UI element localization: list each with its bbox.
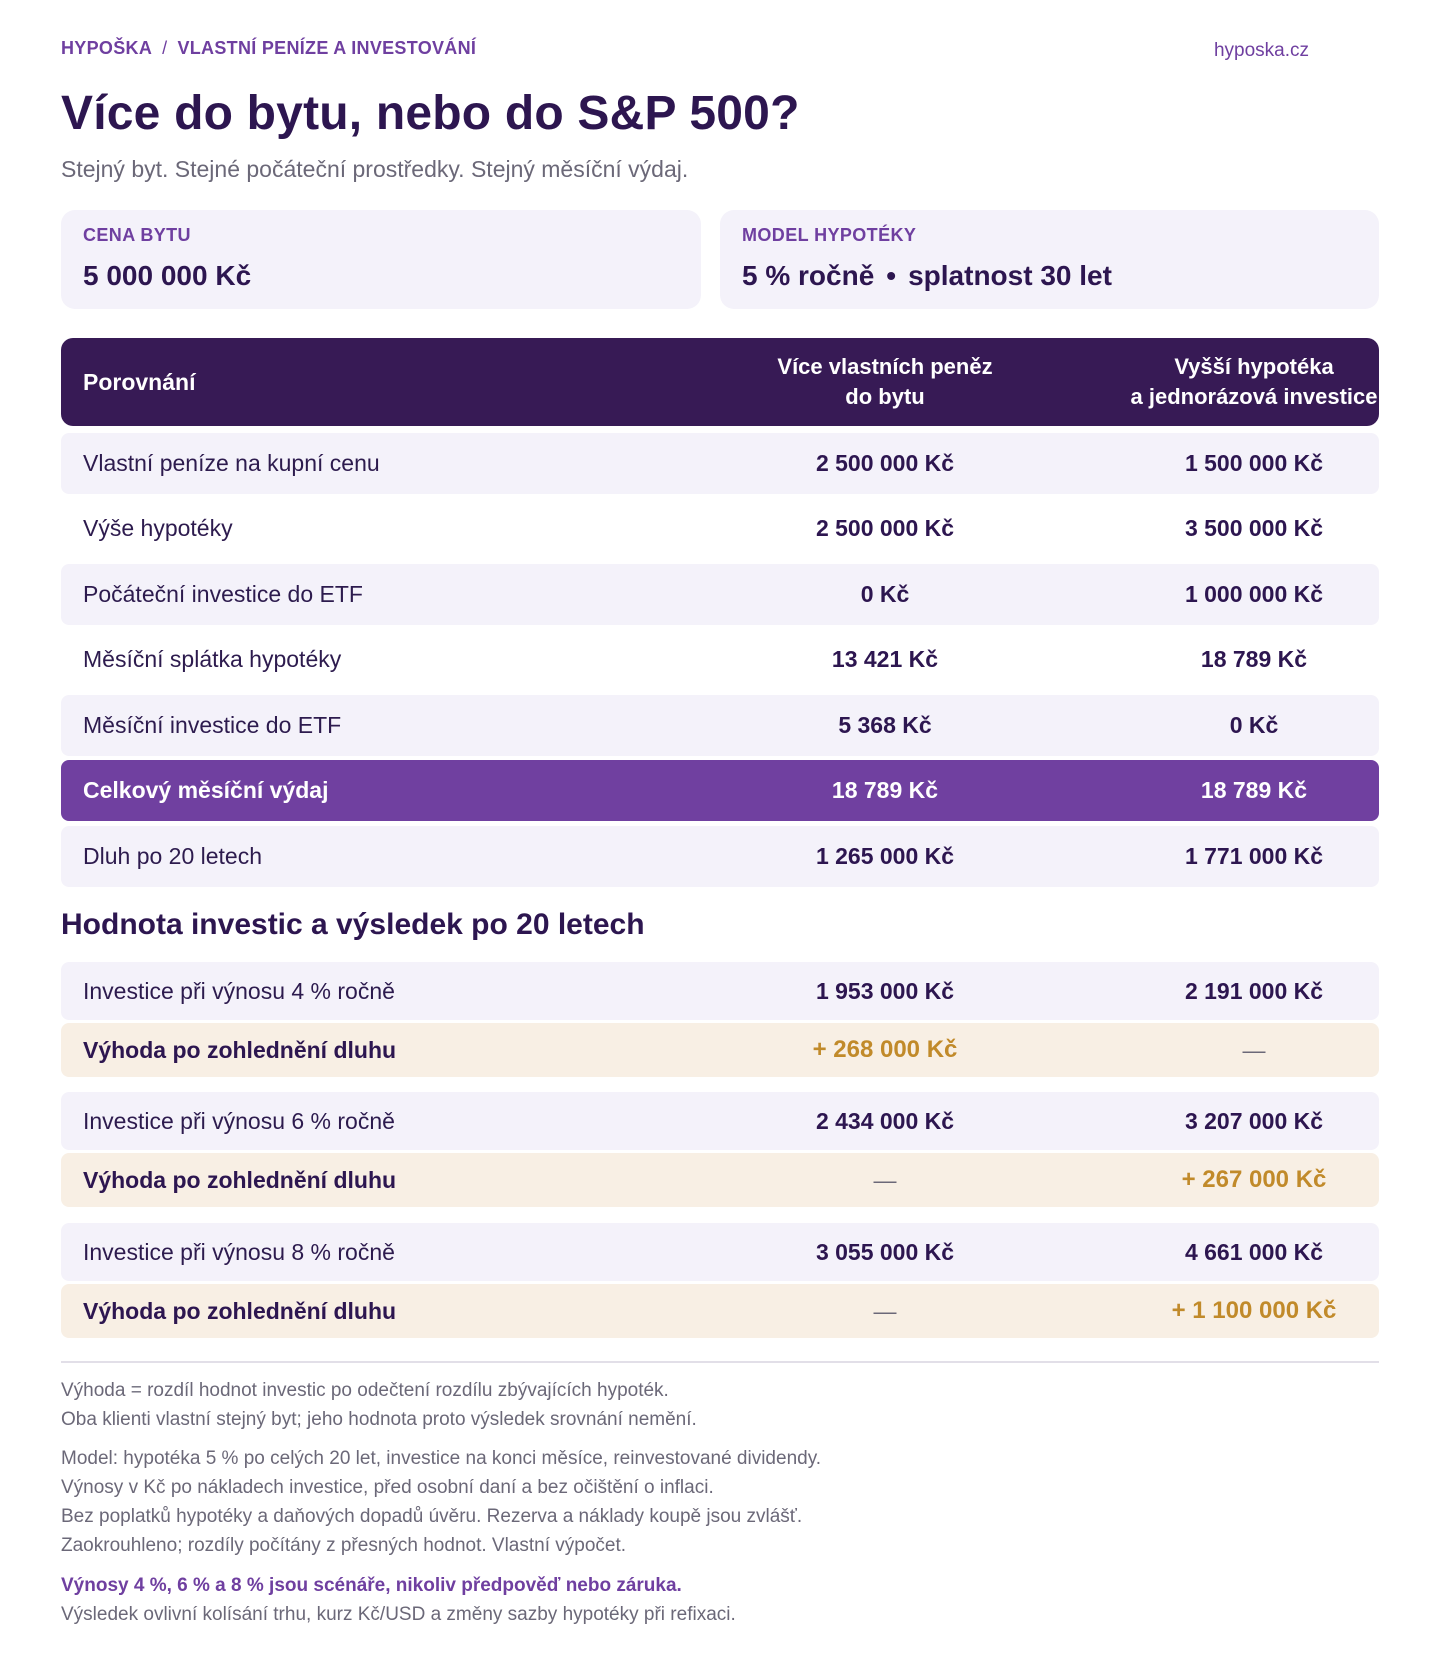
note: Model: hypotéka 5 % po celých 20 let, investice na konci měsíce, reinvestované dividendy. <box>61 1448 822 1469</box>
page-title: Více do bytu, nebo do S&P 500? <box>61 87 800 140</box>
note: Výnosy v Kč po nákladech investice, před osobní daní a bez očištění o inflaci. <box>61 1477 714 1498</box>
advantage-row <box>61 1023 1379 1077</box>
row-value-b: 1 500 000 Kč <box>1184 450 1324 476</box>
advantage-value-b: + 267 000 Kč <box>1181 1166 1327 1193</box>
advantage-value-a: — <box>873 1297 897 1324</box>
price-card-value: 5 000 000 Kč <box>83 260 252 291</box>
disclaimer-highlight: Výnosy 4 %, 6 % a 8 % jsou scénáře, nikoliv předpověď nebo záruka. <box>61 1575 682 1596</box>
row-value-b: 1 000 000 Kč <box>1184 581 1324 607</box>
advantage-value-b: + 1 100 000 Kč <box>1171 1297 1337 1324</box>
notes-block-3 <box>61 1571 1379 1629</box>
advantage-row <box>61 1153 1379 1207</box>
row-value-a: 2 434 000 Kč <box>815 1107 955 1134</box>
row-value-b: 18 789 Kč <box>1200 777 1308 803</box>
table-row <box>61 564 1379 625</box>
breadcrumb <box>61 38 476 59</box>
investment-row <box>61 962 1379 1020</box>
row-label: Měsíční investice do ETF <box>83 712 342 738</box>
note: Oba klienti vlastní stejný byt; jeho hodnota proto výsledek srovnání nemění. <box>61 1409 697 1430</box>
advantage-value-a: + 268 000 Kč <box>812 1036 958 1063</box>
header-col3-line1: Vyšší hypotéka <box>1174 354 1334 379</box>
total-row <box>61 760 1379 821</box>
header-col-higher-mortgage <box>1064 352 1440 412</box>
row-label: Investice při výnosu 8 % ročně <box>83 1238 395 1265</box>
row-value-a: 2 500 000 Kč <box>815 515 955 541</box>
row-value-a: 3 055 000 Kč <box>815 1238 955 1265</box>
model-term: splatnost 30 let <box>908 260 1112 291</box>
breadcrumb-separator: / <box>162 38 168 58</box>
row-label: Výhoda po zohlednění dluhu <box>83 1036 397 1063</box>
breadcrumb-root[interactable]: HYPOŠKA <box>61 38 153 58</box>
row-value-a: 1 265 000 Kč <box>815 843 955 869</box>
row-label: Výše hypotéky <box>83 515 233 541</box>
page-subtitle: Stejný byt. Stejné počáteční prostředky. Stejný měsíční výdaj. <box>61 156 689 182</box>
top-bar <box>61 38 1379 66</box>
header-col2-line2: do bytu <box>845 384 925 409</box>
row-value-b: 0 Kč <box>1229 712 1279 738</box>
row-label: Investice při výnosu 6 % ročně <box>83 1107 395 1134</box>
breadcrumb-current[interactable]: VLASTNÍ PENÍZE A INVESTOVÁNÍ <box>177 38 477 58</box>
row-value-a: 0 Kč <box>860 581 910 607</box>
row-label: Výhoda po zohlednění dluhu <box>83 1166 397 1193</box>
site-name[interactable]: hyposka.cz <box>1213 40 1309 61</box>
row-value-b: 2 191 000 Kč <box>1184 977 1324 1004</box>
row-value-a: 13 421 Kč <box>831 646 939 672</box>
row-value-b: 1 771 000 Kč <box>1184 843 1324 869</box>
row-label: Počáteční investice do ETF <box>83 581 363 607</box>
row-label: Investice při výnosu 4 % ročně <box>83 977 395 1004</box>
table-row <box>61 433 1379 494</box>
table-row <box>61 629 1379 690</box>
divider <box>61 1361 1379 1363</box>
model-rate: 5 % ročně <box>742 260 875 291</box>
row-label: Měsíční splátka hypotéky <box>83 646 342 672</box>
price-card-label: CENA BYTU <box>83 225 191 245</box>
row-value-a: 18 789 Kč <box>831 777 939 803</box>
row-value-b: 3 207 000 Kč <box>1184 1107 1324 1134</box>
row-label: Vlastní peníze na kupní cenu <box>83 450 380 476</box>
row-label: Výhoda po zohlednění dluhu <box>83 1297 397 1324</box>
model-card <box>720 210 1379 309</box>
header-col-more-equity <box>695 352 1075 412</box>
note: Výhoda = rozdíl hodnot investic po odečtení rozdílu zbývajících hypoték. <box>61 1380 669 1401</box>
model-card-value <box>742 260 1112 292</box>
notes-block-2 <box>61 1444 1379 1560</box>
price-card <box>61 210 701 309</box>
row-value-a: 1 953 000 Kč <box>815 977 955 1004</box>
table-row <box>61 826 1379 887</box>
note: Bez poplatků hypotéky a daňových dopadů úvěru. Rezerva a náklady koupě jsou zvlášť. <box>61 1506 803 1527</box>
note: Výsledek ovlivní kolísání trhu, kurz Kč/USD a změny sazby hypotéky při refixaci. <box>61 1604 736 1625</box>
bullet-dot: • <box>886 260 897 291</box>
row-label: Celkový měsíční výdaj <box>83 777 329 803</box>
row-value-b: 18 789 Kč <box>1200 646 1308 672</box>
investment-row <box>61 1223 1379 1281</box>
table-row <box>61 498 1379 559</box>
row-value-b: 3 500 000 Kč <box>1184 515 1324 541</box>
advantage-value-a: — <box>873 1166 897 1193</box>
row-label: Dluh po 20 letech <box>83 843 263 869</box>
note: Zaokrouhleno; rozdíly počítány z přesných hodnot. Vlastní výpočet. <box>61 1535 627 1556</box>
header-label: Porovnání <box>83 369 196 395</box>
results-title: Hodnota investic a výsledek po 20 letech <box>61 908 645 941</box>
model-card-label: MODEL HYPOTÉKY <box>742 225 917 245</box>
row-value-a: 5 368 Kč <box>838 712 932 738</box>
investment-row <box>61 1092 1379 1150</box>
row-value-b: 4 661 000 Kč <box>1184 1238 1324 1265</box>
comparison-table-header <box>61 338 1379 426</box>
header-col2-line1: Více vlastních peněz <box>777 354 993 379</box>
header-col3-line2: a jednorázová investice <box>1130 384 1378 409</box>
row-value-a: 2 500 000 Kč <box>815 450 955 476</box>
notes-block-1 <box>61 1376 1379 1434</box>
table-row <box>61 695 1379 756</box>
advantage-value-b: — <box>1242 1036 1266 1063</box>
advantage-row <box>61 1284 1379 1338</box>
